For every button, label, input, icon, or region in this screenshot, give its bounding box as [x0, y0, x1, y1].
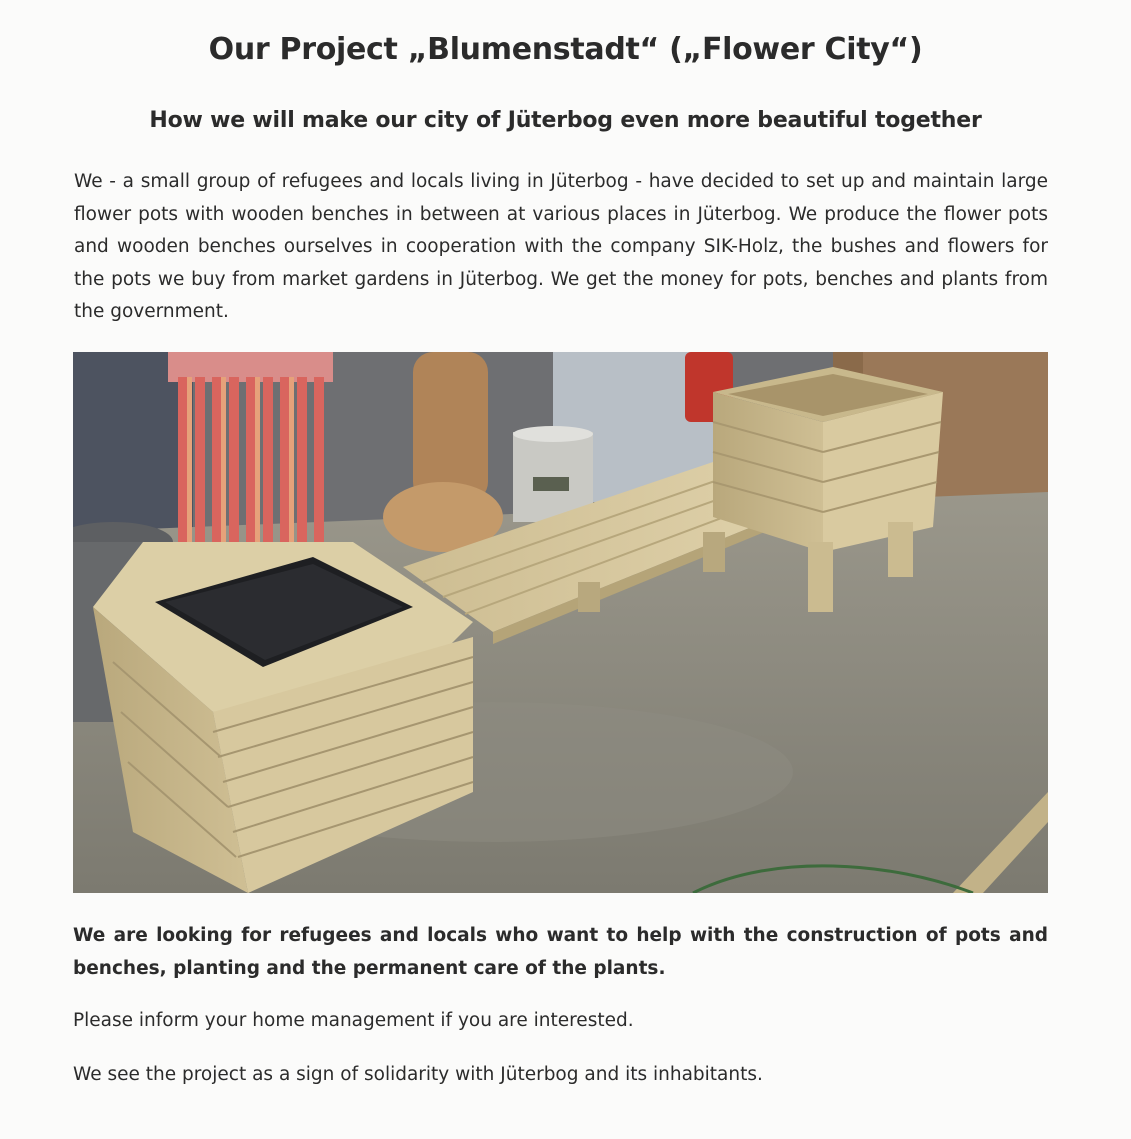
bench-planter-photo — [73, 352, 1048, 893]
inform-text: Please inform your home management if you are interested. — [73, 1010, 634, 1031]
document-title: Our Project „Blumenstadt“ („Flower City“) — [208, 32, 923, 67]
intro-paragraph: We - a small group of refugees and locals living in Jüterbog - have decided to set up and maintain large flower pots with wooden benches in between at various places in Jüterbog. We produce the flower pots and wooden benches ourselves in cooperation with the company SIK-Holz, the bushes and flowers for the pots we buy from market gardens in Jüterbog. We get the money for pots, benches and plants from the government. — [74, 171, 1048, 322]
document-subtitle: How we will make our city of Jüterbog even more beautiful together — [149, 108, 982, 133]
call-to-action: We are looking for refugees and locals who want to help with the construction of pots and benches, planting and the permanent care of the plants. — [73, 925, 1048, 979]
solidarity-text: We see the project as a sign of solidarity with Jüterbog and its inhabitants. — [73, 1064, 763, 1085]
